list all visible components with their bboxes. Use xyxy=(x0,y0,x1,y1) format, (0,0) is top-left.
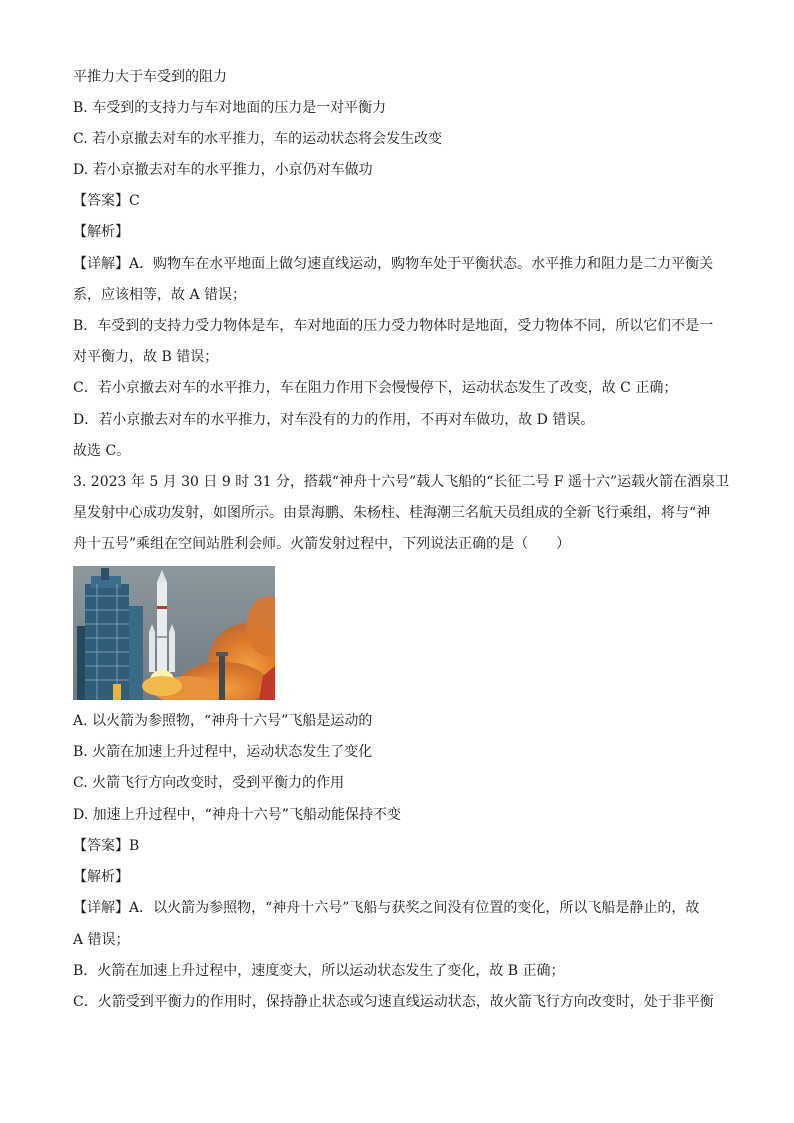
rocket-launch-icon xyxy=(73,566,275,700)
option-d: D. 若小京撤去对车的水平推力，小京仍对车做功 xyxy=(73,162,373,178)
explanation-line: A 错误； xyxy=(73,932,130,948)
answer-label: 【答案】C xyxy=(73,193,140,209)
option-b: B. 火箭在加速上升过程中，运动状态发生了变化 xyxy=(73,744,373,760)
option-a: A. 以火箭为参照物，“神舟十六号”飞船是运动的 xyxy=(73,713,373,729)
explanation-line: C．若小京撤去对车的水平推力，车在阻力作用下会慢慢停下，运动状态发生了改变，故 C 正确； xyxy=(73,380,678,396)
analysis-label: 【解析】 xyxy=(73,869,129,885)
question-stem: 舟十五号”乘组在空间站胜利会师。火箭发射过程中，下列说法正确的是（ ） xyxy=(73,536,571,552)
text-line: 平推力大于车受到的阻力 xyxy=(73,69,227,85)
question-stem: 星发射中心成功发射，如图所示。由景海鹏、朱杨柱、桂海潮三名航天员组成的全新飞行乘组，将与“神 xyxy=(73,505,711,521)
explanation-line: D．若小京撤去对车的水平推力，对车没有的力的作用，不再对车做功，故 D 错误。 xyxy=(73,412,595,428)
explanation-line: 系，应该相等，故 A 错误； xyxy=(73,287,247,303)
explanation-line: 对平衡力，故 B 错误； xyxy=(73,349,219,365)
explanation-line: B．火箭在加速上升过程中，速度变大，所以运动状态发生了变化，故 B 正确； xyxy=(73,963,565,979)
option-d: D. 加速上升过程中，“神舟十六号”飞船动能保持不变 xyxy=(73,807,401,823)
option-c: C. 若小京撤去对车的水平推力，车的运动状态将会发生改变 xyxy=(73,131,443,147)
option-b: B. 车受到的支持力与车对地面的压力是一对平衡力 xyxy=(73,100,387,116)
explanation-line: 【详解】A．以火箭为参照物，“神舟十六号”飞船与获奖之间没有位置的变化，所以飞船是静止的，故 xyxy=(73,900,700,916)
explanation-line: 【详解】A．购物车在水平地面上做匀速直线运动，购物车处于平衡状态。水平推力和阻力是二力平衡关 xyxy=(73,256,714,272)
question-stem: 3. 2023 年 5 月 30 日 9 时 31 分，搭载“神舟十六号”载人飞船的“长征二号 F 遥十六”运载火箭在酒泉卫 xyxy=(73,474,730,490)
conclusion-line: 故选 C。 xyxy=(73,443,131,459)
explanation-line: B．车受到的支持力受力物体是车，车对地面的压力受力物体时是地面，受力物体不同，所以它们不是一 xyxy=(73,318,714,334)
option-c: C. 火箭飞行方向改变时，受到平衡力的作用 xyxy=(73,775,345,791)
explanation-line: C．火箭受到平衡力的作用时，保持静止状态或匀速直线运动状态，故火箭飞行方向改变时，处于非平衡 xyxy=(73,994,714,1010)
analysis-label: 【解析】 xyxy=(73,224,129,240)
answer-label: 【答案】B xyxy=(73,838,140,854)
rocket-launch-photo xyxy=(73,566,275,700)
